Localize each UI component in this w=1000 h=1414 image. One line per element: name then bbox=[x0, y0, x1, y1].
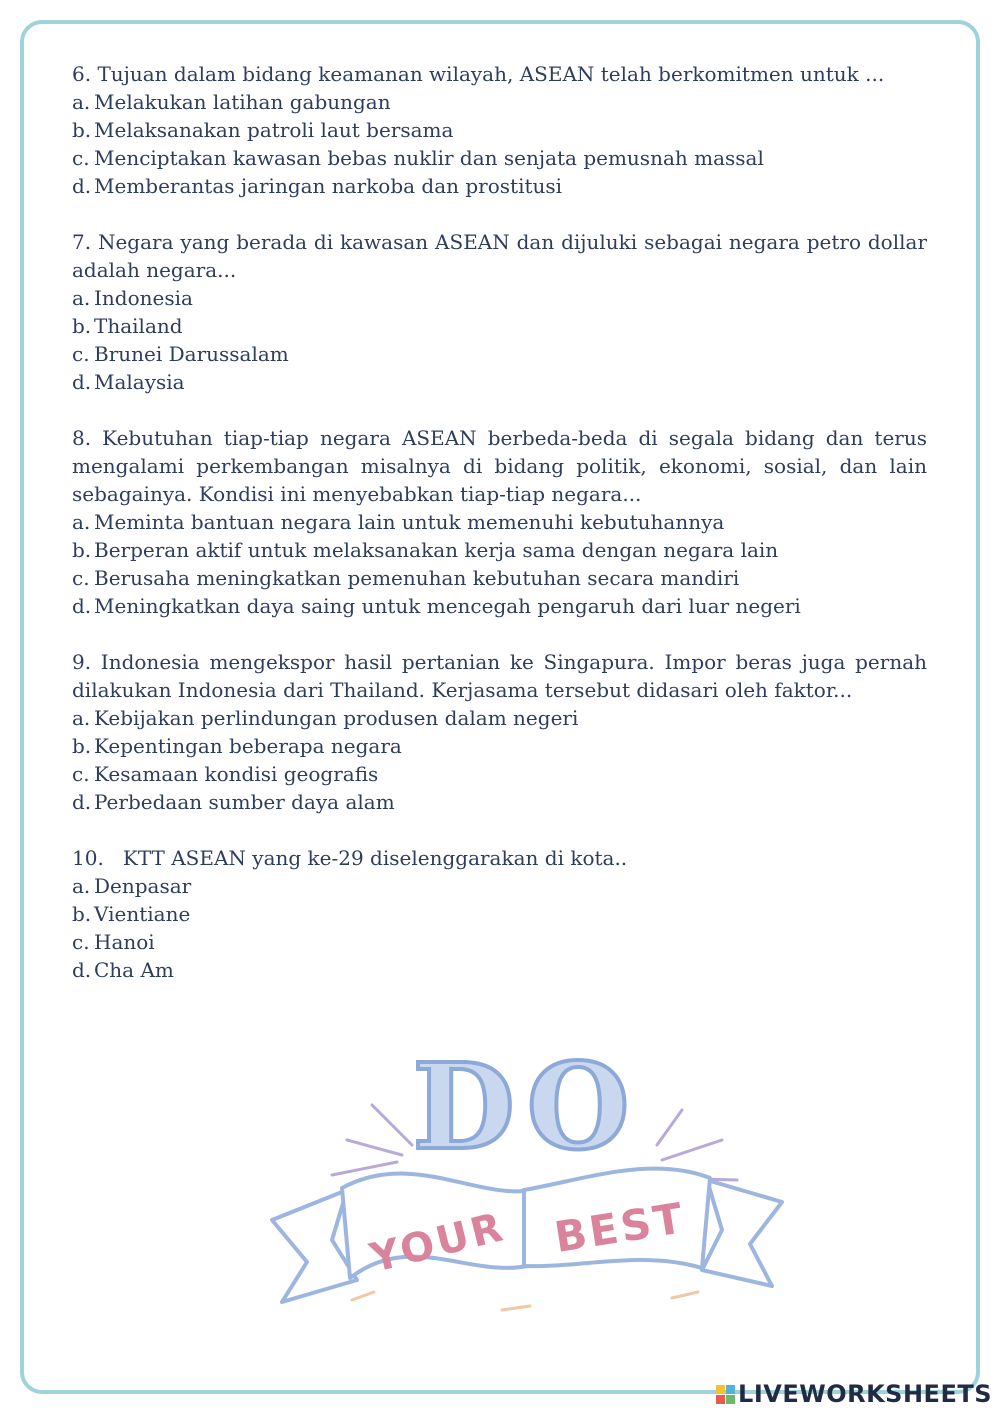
option-text: Melaksanakan patroli laut bersama bbox=[94, 118, 454, 142]
option-letter: c. bbox=[72, 930, 90, 954]
option-text: Meningkatkan daya saing untuk mencegah pengaruh dari luar negeri bbox=[94, 594, 801, 618]
question-list bbox=[72, 60, 927, 1012]
liveworksheets-logo bbox=[716, 1380, 992, 1408]
option-letter: a. bbox=[72, 874, 91, 898]
option-text: Memberantas jaringan narkoba dan prostitusi bbox=[94, 174, 563, 198]
question-stem: 7. Negara yang berada di kawasan ASEAN dan dijuluki sebagai negara petro dollar adalah negara... bbox=[72, 230, 927, 282]
best-text: BEST bbox=[551, 1193, 689, 1262]
option-letter: c. bbox=[72, 566, 90, 590]
answer-option[interactable] bbox=[72, 704, 927, 732]
option-letter: a. bbox=[72, 706, 91, 730]
answer-option[interactable] bbox=[72, 172, 927, 200]
option-letter: c. bbox=[72, 762, 90, 786]
answer-option[interactable] bbox=[72, 536, 927, 564]
answer-option[interactable] bbox=[72, 116, 927, 144]
answer-option[interactable] bbox=[72, 592, 927, 620]
option-text: Berusaha meningkatkan pemenuhan kebutuhan secara mandiri bbox=[94, 566, 740, 590]
option-letter: a. bbox=[72, 90, 91, 114]
question bbox=[72, 844, 927, 984]
answer-option[interactable] bbox=[72, 732, 927, 760]
option-text: Kebijakan perlindungan produsen dalam negeri bbox=[94, 706, 579, 730]
do-heading: DO bbox=[412, 1037, 642, 1176]
option-text: Perbedaan sumber daya alam bbox=[94, 790, 395, 814]
answer-option[interactable] bbox=[72, 900, 927, 928]
option-letter: a. bbox=[72, 286, 91, 310]
option-letter: b. bbox=[72, 314, 92, 338]
answer-option[interactable] bbox=[72, 340, 927, 368]
brand-badge bbox=[716, 1385, 735, 1404]
option-letter: c. bbox=[72, 146, 90, 170]
answer-option[interactable] bbox=[72, 312, 927, 340]
brand-name: LIVEWORKSHEETS bbox=[738, 1380, 992, 1408]
question-stem: 10. KTT ASEAN yang ke-29 diselenggarakan di kota.. bbox=[72, 846, 628, 870]
answer-option[interactable] bbox=[72, 144, 927, 172]
option-letter: a. bbox=[72, 510, 91, 534]
question-stem: 6. Tujuan dalam bidang keamanan wilayah, ASEAN telah berkomitmen untuk ... bbox=[72, 62, 885, 86]
option-letter: c. bbox=[72, 342, 90, 366]
question bbox=[72, 228, 927, 396]
option-text: Meminta bantuan negara lain untuk memenuhi kebutuhannya bbox=[94, 510, 725, 534]
option-text: Hanoi bbox=[94, 930, 155, 954]
option-text: Vientiane bbox=[94, 902, 191, 926]
your-text: YOUR bbox=[365, 1204, 510, 1282]
option-text: Kesamaan kondisi geografis bbox=[94, 762, 379, 786]
option-letter: d. bbox=[72, 370, 92, 394]
option-letter: d. bbox=[72, 958, 92, 982]
question bbox=[72, 648, 927, 816]
answer-option[interactable] bbox=[72, 88, 927, 116]
answer-option[interactable] bbox=[72, 284, 927, 312]
option-text: Indonesia bbox=[94, 286, 193, 310]
option-text: Denpasar bbox=[94, 874, 192, 898]
option-letter: b. bbox=[72, 118, 92, 142]
answer-option[interactable] bbox=[72, 872, 927, 900]
option-text: Malaysia bbox=[94, 370, 185, 394]
answer-option[interactable] bbox=[72, 928, 927, 956]
option-text: Thailand bbox=[94, 314, 183, 338]
question-stem: 8. Kebutuhan tiap-tiap negara ASEAN berbeda-beda di segala bidang dan terus mengalami perkembangan misalnya di bidang politik, ekonomi, sosial, dan lain sebagainya. Kondisi ini menyebabkan tiap-tiap negara... bbox=[72, 426, 927, 506]
answer-option[interactable] bbox=[72, 788, 927, 816]
do-your-best-illustration bbox=[262, 1030, 792, 1320]
option-letter: b. bbox=[72, 902, 92, 926]
option-text: Berperan aktif untuk melaksanakan kerja sama dengan negara lain bbox=[94, 538, 779, 562]
ribbon-banner bbox=[272, 1169, 782, 1302]
answer-option[interactable] bbox=[72, 956, 927, 984]
option-letter: d. bbox=[72, 790, 92, 814]
answer-option[interactable] bbox=[72, 368, 927, 396]
option-letter: d. bbox=[72, 174, 92, 198]
question-stem: 9. Indonesia mengekspor hasil pertanian ke Singapura. Impor beras juga pernah dilakukan Indonesia dari Thailand. Kerjasama tersebut didasari oleh faktor... bbox=[72, 650, 927, 702]
option-letter: d. bbox=[72, 594, 92, 618]
answer-option[interactable] bbox=[72, 760, 927, 788]
option-letter: b. bbox=[72, 734, 92, 758]
option-letter: b. bbox=[72, 538, 92, 562]
option-text: Brunei Darussalam bbox=[94, 342, 289, 366]
answer-option[interactable] bbox=[72, 564, 927, 592]
option-text: Menciptakan kawasan bebas nuklir dan senjata pemusnah massal bbox=[94, 146, 764, 170]
answer-option[interactable] bbox=[72, 508, 927, 536]
option-text: Melakukan latihan gabungan bbox=[94, 90, 391, 114]
option-text: Cha Am bbox=[94, 958, 174, 982]
option-text: Kepentingan beberapa negara bbox=[94, 734, 402, 758]
question bbox=[72, 424, 927, 620]
question bbox=[72, 60, 927, 200]
